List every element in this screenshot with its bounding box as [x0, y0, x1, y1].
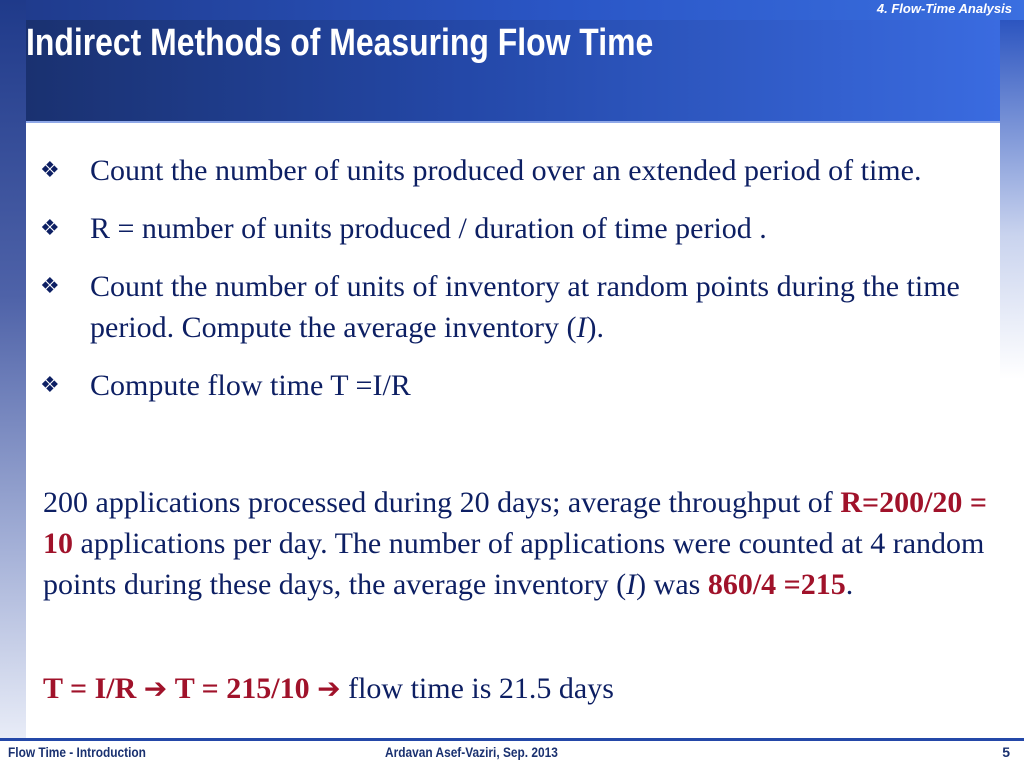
inventory-symbol: I	[626, 568, 637, 601]
bullet-item	[40, 150, 1000, 191]
bullet-text-after: ).	[586, 311, 605, 344]
example-text: ) was	[636, 568, 708, 601]
diamond-bullet-icon: ❖	[40, 373, 60, 398]
example-text: 200 applications processed during 20 days; average throughput of	[43, 486, 841, 519]
inventory-value: 860/4 =215	[707, 568, 846, 601]
bullet-text: Count the number of units produced over an extended period of time.	[90, 154, 922, 187]
slide-title: Indirect Methods of Measuring Flow Time	[26, 22, 654, 64]
formula-computation: T = 215/10	[174, 672, 310, 705]
formula-definition: T = I/R	[43, 672, 137, 705]
footer-topic: Flow Time - Introduction	[8, 744, 146, 760]
bullet-text: R = number of units produced / duration of time period .	[90, 212, 767, 245]
bullet-item	[40, 365, 1000, 406]
footer	[0, 741, 1024, 768]
diamond-bullet-icon: ❖	[40, 158, 60, 183]
example-text: applications per day. The number of applications were counted at 4 random points during these days, the average inventory (	[43, 527, 985, 601]
top-band	[0, 0, 1024, 20]
inventory-symbol: I	[576, 311, 587, 344]
left-decorative-strip	[0, 0, 26, 738]
flow-time-formula	[43, 668, 993, 709]
bullet-item	[40, 208, 1000, 249]
footer-author: Ardavan Asef-Vaziri, Sep. 2013	[385, 744, 558, 760]
formula-result: flow time is 21.5 days	[340, 672, 614, 705]
diamond-bullet-icon: ❖	[40, 274, 60, 299]
example-text: .	[845, 568, 854, 601]
right-decorative-strip	[1000, 20, 1024, 738]
right-arrow-icon: ➔	[143, 672, 168, 705]
section-label: 4. Flow-Time Analysis	[876, 1, 1012, 16]
diamond-bullet-icon: ❖	[40, 216, 60, 241]
bullet-item	[40, 266, 1000, 348]
page-number: 5	[1002, 744, 1010, 760]
bullet-text-before: Count the number of units of inventory at random points during the time period. Compute the average inventory (	[90, 270, 960, 344]
right-arrow-icon: ➔	[317, 672, 341, 705]
bullet-text: Compute flow time T =I/R	[90, 369, 411, 402]
bullet-list	[40, 150, 1000, 423]
throughput-value: R=200/20 = 10	[43, 486, 988, 560]
example-paragraph	[43, 482, 1008, 605]
